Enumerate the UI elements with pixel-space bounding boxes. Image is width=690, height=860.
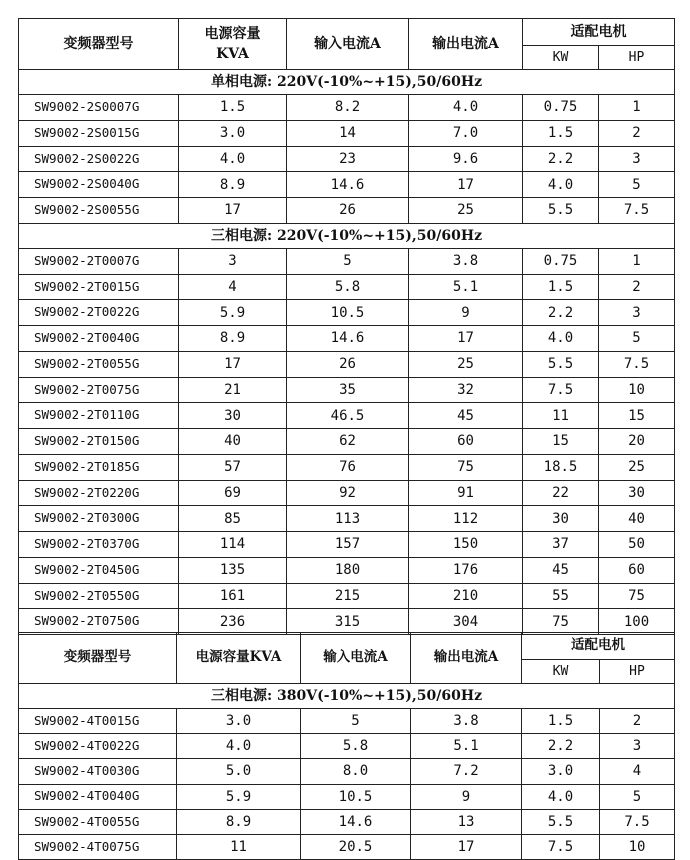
table-row [19, 120, 675, 146]
input-current-cell: 14 [287, 120, 409, 146]
model-cell: SW9002-2S0055G [19, 198, 179, 224]
section-title: 三相电源: 380V(-10%~+15),50/60Hz [19, 684, 675, 709]
hp-cell: 15 [599, 403, 675, 429]
kw-cell: 18.5 [523, 454, 599, 480]
output-current-cell: 150 [409, 532, 523, 558]
kw-cell: 0.75 [523, 95, 599, 121]
output-current-cell: 9 [409, 300, 523, 326]
capacity-cell: 3 [179, 248, 287, 274]
input-current-cell: 5 [287, 248, 409, 274]
hp-cell: 5 [600, 784, 675, 809]
hp-cell: 7.5 [599, 198, 675, 224]
table-row [19, 809, 675, 834]
model-cell: SW9002-2T0450G [19, 557, 179, 583]
kw-cell: 7.5 [523, 377, 599, 403]
model-cell: SW9002-2T0022G [19, 300, 179, 326]
model-cell: SW9002-4T0030G [19, 759, 177, 784]
inverter-spec-table-380v [18, 632, 675, 860]
output-current-cell: 17 [409, 326, 523, 352]
hp-cell: 3 [600, 734, 675, 759]
kw-cell: 2.2 [523, 146, 599, 172]
table-row [19, 480, 675, 506]
hp-cell: 5 [599, 326, 675, 352]
kw-cell: 37 [523, 532, 599, 558]
output-current-cell: 4.0 [409, 95, 523, 121]
input-current-cell: 5.8 [287, 274, 409, 300]
input-current-cell: 62 [287, 429, 409, 455]
model-cell: SW9002-2T0750G [19, 609, 179, 635]
capacity-cell: 5.9 [177, 784, 301, 809]
table-row [19, 351, 675, 377]
kw-cell: 11 [523, 403, 599, 429]
model-cell: SW9002-2T0370G [19, 532, 179, 558]
capacity-cell: 17 [179, 351, 287, 377]
kw-cell: 4.0 [522, 784, 600, 809]
model-cell: SW9002-2S0022G [19, 146, 179, 172]
table-row [19, 834, 675, 859]
table-row [19, 248, 675, 274]
output-current-cell: 9 [411, 784, 522, 809]
input-current-cell: 26 [287, 198, 409, 224]
hp-cell: 4 [600, 759, 675, 784]
model-cell: SW9002-2T0075G [19, 377, 179, 403]
capacity-cell: 135 [179, 557, 287, 583]
hp-cell: 5 [599, 172, 675, 198]
hp-cell: 7.5 [600, 809, 675, 834]
kw-cell: 5.5 [523, 351, 599, 377]
output-current-cell: 13 [411, 809, 522, 834]
table-row [19, 784, 675, 809]
kw-cell: 1.5 [522, 709, 600, 734]
input-current-cell: 92 [287, 480, 409, 506]
model-cell: SW9002-2T0040G [19, 326, 179, 352]
input-current-cell: 14.6 [287, 326, 409, 352]
input-current-cell: 180 [287, 557, 409, 583]
section-title: 单相电源: 220V(-10%~+15),50/60Hz [19, 70, 675, 95]
table-row [19, 429, 675, 455]
input-current-cell: 10.5 [301, 784, 411, 809]
header-motor: 适配电机 [523, 19, 675, 46]
output-current-cell: 210 [409, 583, 523, 609]
model-cell: SW9002-2S0015G [19, 120, 179, 146]
model-cell: SW9002-2T0550G [19, 583, 179, 609]
capacity-cell: 85 [179, 506, 287, 532]
input-current-cell: 315 [287, 609, 409, 635]
output-current-cell: 91 [409, 480, 523, 506]
hp-cell: 10 [599, 377, 675, 403]
capacity-cell: 8.9 [177, 809, 301, 834]
capacity-cell: 4 [179, 274, 287, 300]
table-row [19, 583, 675, 609]
output-current-cell: 5.1 [409, 274, 523, 300]
input-current-cell: 23 [287, 146, 409, 172]
header-model: 变频器型号 [19, 633, 177, 684]
capacity-cell: 57 [179, 454, 287, 480]
hp-cell: 2 [600, 709, 675, 734]
header-output-current: 输出电流A [411, 633, 522, 684]
kw-cell: 5.5 [523, 198, 599, 224]
kw-cell: 55 [523, 583, 599, 609]
input-current-cell: 35 [287, 377, 409, 403]
input-current-cell: 26 [287, 351, 409, 377]
output-current-cell: 60 [409, 429, 523, 455]
kw-cell: 4.0 [523, 172, 599, 198]
header-capacity-line1: 电源容量 [204, 26, 261, 42]
kw-cell: 2.2 [523, 300, 599, 326]
table-row [19, 95, 675, 121]
table-row [19, 274, 675, 300]
input-current-cell: 5 [301, 709, 411, 734]
model-cell: SW9002-2T0220G [19, 480, 179, 506]
model-cell: SW9002-4T0040G [19, 784, 177, 809]
capacity-cell: 30 [179, 403, 287, 429]
output-current-cell: 7.0 [409, 120, 523, 146]
input-current-cell: 14.6 [287, 172, 409, 198]
table-row [19, 377, 675, 403]
kw-cell: 22 [523, 480, 599, 506]
table2-body [19, 633, 675, 860]
header-kw: KW [522, 660, 600, 684]
capacity-cell: 3.0 [177, 709, 301, 734]
table-row [19, 609, 675, 635]
model-cell: SW9002-2T0300G [19, 506, 179, 532]
hp-cell: 2 [599, 120, 675, 146]
hp-cell: 25 [599, 454, 675, 480]
header-kw: KW [523, 46, 599, 70]
kw-cell: 15 [523, 429, 599, 455]
capacity-cell: 3.0 [179, 120, 287, 146]
kw-cell: 0.75 [523, 248, 599, 274]
model-cell: SW9002-4T0055G [19, 809, 177, 834]
table-row [19, 506, 675, 532]
model-cell: SW9002-2T0150G [19, 429, 179, 455]
hp-cell: 30 [599, 480, 675, 506]
input-current-cell: 215 [287, 583, 409, 609]
input-current-cell: 46.5 [287, 403, 409, 429]
output-current-cell: 5.1 [411, 734, 522, 759]
input-current-cell: 20.5 [301, 834, 411, 859]
inverter-spec-table-220v [18, 18, 675, 635]
hp-cell: 3 [599, 300, 675, 326]
capacity-cell: 236 [179, 609, 287, 635]
output-current-cell: 176 [409, 557, 523, 583]
model-cell: SW9002-4T0022G [19, 734, 177, 759]
kw-cell: 75 [523, 609, 599, 635]
header-capacity [179, 19, 287, 70]
model-cell: SW9002-2T0007G [19, 248, 179, 274]
capacity-cell: 21 [179, 377, 287, 403]
capacity-cell: 8.9 [179, 326, 287, 352]
output-current-cell: 17 [409, 172, 523, 198]
output-current-cell: 9.6 [409, 146, 523, 172]
model-cell: SW9002-2S0040G [19, 172, 179, 198]
header-input-current: 输入电流A [287, 19, 409, 70]
table-row [19, 403, 675, 429]
output-current-cell: 75 [409, 454, 523, 480]
capacity-cell: 161 [179, 583, 287, 609]
hp-cell: 60 [599, 557, 675, 583]
output-current-cell: 32 [409, 377, 523, 403]
output-current-cell: 3.8 [411, 709, 522, 734]
output-current-cell: 304 [409, 609, 523, 635]
kw-cell: 2.2 [522, 734, 600, 759]
header-model: 变频器型号 [19, 19, 179, 70]
capacity-cell: 1.5 [179, 95, 287, 121]
section-title: 三相电源: 220V(-10%~+15),50/60Hz [19, 223, 675, 248]
model-cell: SW9002-4T0075G [19, 834, 177, 859]
header-input-current: 输入电流A [301, 633, 411, 684]
table-row [19, 759, 675, 784]
capacity-cell: 40 [179, 429, 287, 455]
table-row [19, 454, 675, 480]
hp-cell: 1 [599, 248, 675, 274]
hp-cell: 20 [599, 429, 675, 455]
input-current-cell: 5.8 [301, 734, 411, 759]
input-current-cell: 76 [287, 454, 409, 480]
table-row [19, 146, 675, 172]
kw-cell: 45 [523, 557, 599, 583]
hp-cell: 10 [600, 834, 675, 859]
model-cell: SW9002-4T0015G [19, 709, 177, 734]
output-current-cell: 45 [409, 403, 523, 429]
kw-cell: 7.5 [522, 834, 600, 859]
capacity-cell: 8.9 [179, 172, 287, 198]
kw-cell: 4.0 [523, 326, 599, 352]
model-cell: SW9002-2T0055G [19, 351, 179, 377]
output-current-cell: 7.2 [411, 759, 522, 784]
hp-cell: 1 [599, 95, 675, 121]
header-capacity: 电源容量KVA [177, 633, 301, 684]
capacity-cell: 4.0 [177, 734, 301, 759]
section-row [19, 684, 675, 709]
input-current-cell: 113 [287, 506, 409, 532]
hp-cell: 2 [599, 274, 675, 300]
capacity-cell: 69 [179, 480, 287, 506]
output-current-cell: 25 [409, 198, 523, 224]
kw-cell: 30 [523, 506, 599, 532]
output-current-cell: 25 [409, 351, 523, 377]
kw-cell: 5.5 [522, 809, 600, 834]
table-row [19, 198, 675, 224]
hp-cell: 75 [599, 583, 675, 609]
table-row [19, 557, 675, 583]
input-current-cell: 14.6 [301, 809, 411, 834]
output-current-cell: 3.8 [409, 248, 523, 274]
hp-cell: 7.5 [599, 351, 675, 377]
header-output-current: 输出电流A [409, 19, 523, 70]
hp-cell: 100 [599, 609, 675, 635]
capacity-cell: 5.9 [179, 300, 287, 326]
kw-cell: 1.5 [523, 120, 599, 146]
header-motor: 适配电机 [522, 633, 675, 660]
capacity-cell: 5.0 [177, 759, 301, 784]
input-current-cell: 10.5 [287, 300, 409, 326]
header-capacity-line2: KVA [216, 46, 249, 62]
model-cell: SW9002-2S0007G [19, 95, 179, 121]
header-hp: HP [600, 660, 675, 684]
table-row [19, 300, 675, 326]
model-cell: SW9002-2T0185G [19, 454, 179, 480]
input-current-cell: 8.2 [287, 95, 409, 121]
model-cell: SW9002-2T0110G [19, 403, 179, 429]
kw-cell: 1.5 [523, 274, 599, 300]
model-cell: SW9002-2T0015G [19, 274, 179, 300]
output-current-cell: 17 [411, 834, 522, 859]
output-current-cell: 112 [409, 506, 523, 532]
table-row [19, 734, 675, 759]
capacity-cell: 11 [177, 834, 301, 859]
hp-cell: 40 [599, 506, 675, 532]
table-row [19, 326, 675, 352]
table-row [19, 532, 675, 558]
capacity-cell: 4.0 [179, 146, 287, 172]
section-row [19, 70, 675, 95]
hp-cell: 50 [599, 532, 675, 558]
section-row [19, 223, 675, 248]
input-current-cell: 8.0 [301, 759, 411, 784]
table1-body [19, 19, 675, 635]
kw-cell: 3.0 [522, 759, 600, 784]
hp-cell: 3 [599, 146, 675, 172]
header-hp: HP [599, 46, 675, 70]
capacity-cell: 17 [179, 198, 287, 224]
table-row [19, 709, 675, 734]
capacity-cell: 114 [179, 532, 287, 558]
table-row [19, 172, 675, 198]
input-current-cell: 157 [287, 532, 409, 558]
